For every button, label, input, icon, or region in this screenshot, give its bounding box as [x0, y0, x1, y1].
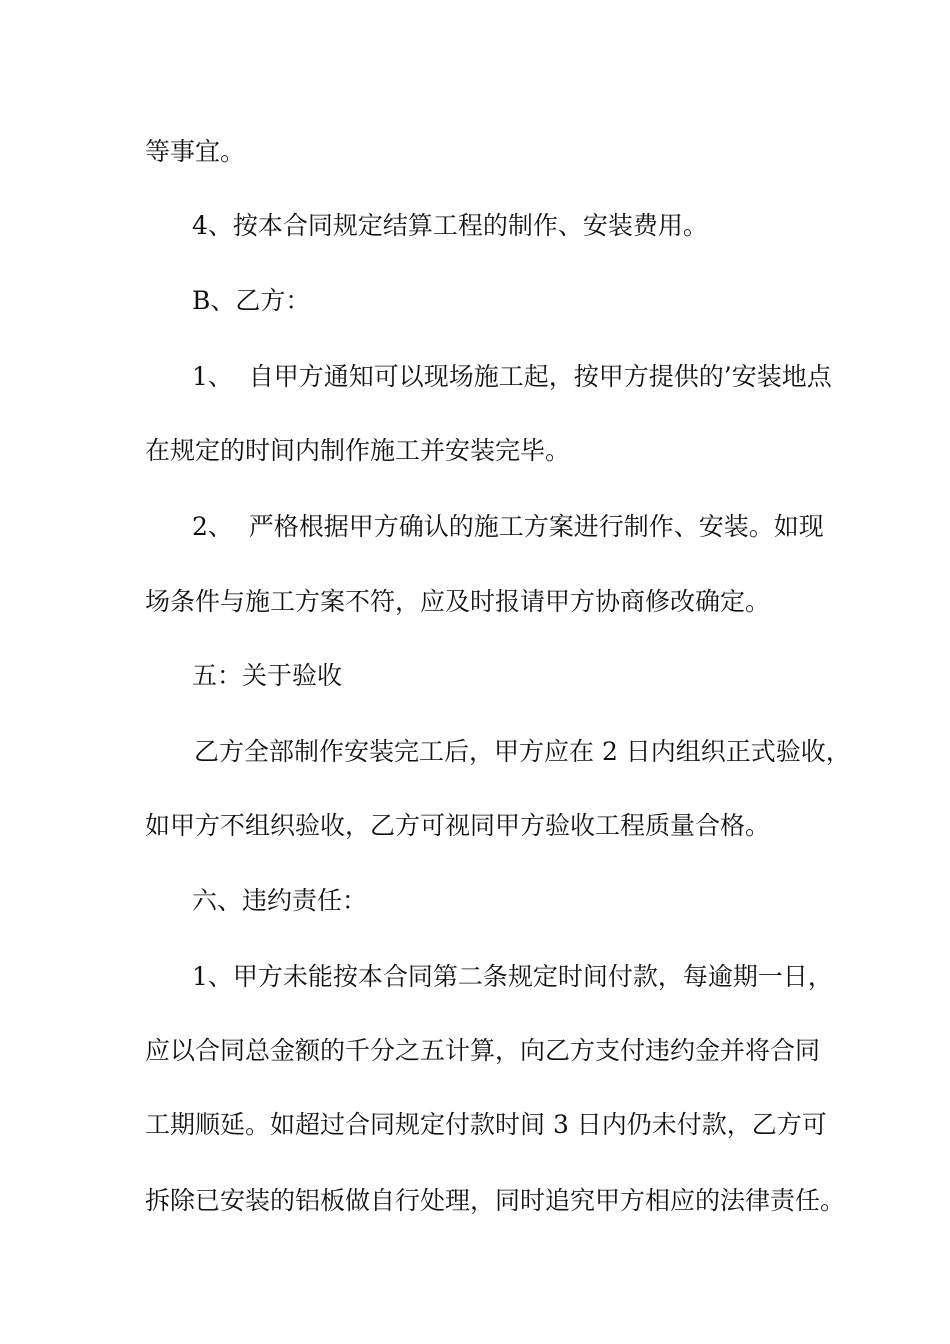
section-heading: 六、违约责任：	[192, 886, 368, 915]
section-heading: 五：关于验收	[192, 661, 343, 690]
text-line: B、乙方：	[192, 286, 311, 315]
text-line: 4、按本合同规定结算工程的制作、安装费用。	[192, 211, 708, 240]
text-line: 拆除已安装的铝板做自行处理，同时追究甲方相应的法律责任。	[145, 1186, 846, 1215]
text-line: 在规定的时间内制作施工并安装完毕。	[145, 436, 571, 465]
text-line: 2、 严格根据甲方确认的施工方案进行制作、安装。如现	[192, 512, 824, 541]
text-line: 乙方全部制作安装完工后，甲方应在 2 日内组织正式验收，	[194, 737, 851, 766]
text-line: 等事宜。	[145, 137, 246, 166]
text-line: 应以合同总金额的千分之五计算，向乙方支付违约金并将合同	[145, 1036, 821, 1065]
text-line: 1、 自甲方通知可以现场施工起，按甲方提供的’安装地点	[192, 362, 832, 391]
text-line: 如甲方不组织验收，乙方可视同甲方验收工程质量合格。	[145, 811, 771, 840]
text-line: 1、甲方未能按本合同第二条规定时间付款，每逾期一日，	[192, 962, 833, 991]
text-line: 场条件与施工方案不符，应及时报请甲方协商修改确定。	[145, 587, 771, 616]
text-line: 工期顺延。如超过合同规定付款时间 3 日内仍未付款，乙方可	[145, 1110, 827, 1139]
